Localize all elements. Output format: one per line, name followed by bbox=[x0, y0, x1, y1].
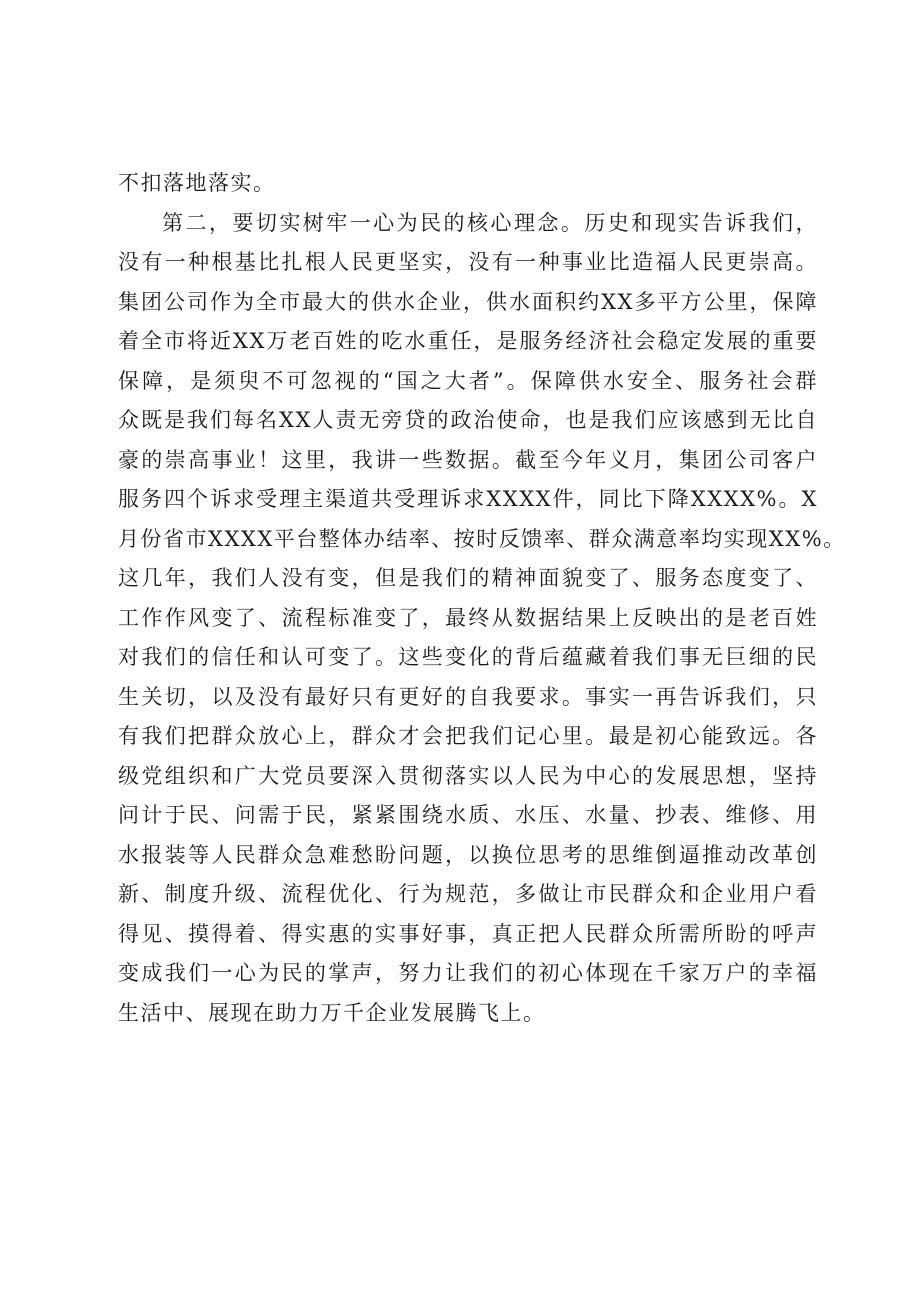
text-line: 豪的崇高事业！这里，我讲一些数据。截至今年义月，集团公司客户 bbox=[118, 447, 818, 472]
text-line: 水报装等人民群众急难愁盼问题，以换位思考的思维倒逼推动改革创 bbox=[118, 842, 818, 867]
text-line: 月份省市XXXX平台整体办结率、按时反馈率、群众满意率均实现XX%。 bbox=[118, 526, 846, 551]
text-line: 众既是我们每名XX人责无旁贷的政治使命，也是我们应该感到无比自 bbox=[118, 408, 818, 432]
text-line: 这几年，我们人没有变，但是我们的精神面貌变了、服务态度变了、 bbox=[118, 566, 818, 590]
text-line: 变成我们一心为民的掌声，努力让我们的初心体现在千家万户的幸福 bbox=[118, 961, 818, 985]
text-line: 集团公司作为全市最大的供水企业，供水面积约XX多平方公里，保障 bbox=[118, 289, 818, 314]
text-line: 有我们把群众放心上，群众才会把我们记心里。最是初心能致远。各 bbox=[118, 724, 818, 748]
text-line: 得见、摸得着、得实惠的实事好事，真正把人民群众所需所盼的呼声 bbox=[118, 921, 818, 946]
text-line: 着全市将近XX万老百姓的吃水重任，是服务经济社会稳定发展的重要 bbox=[118, 329, 818, 353]
text-line: 保障，是须臾不可忽视的“国之大者”。保障供水安全、服务社会群 bbox=[118, 368, 818, 393]
text-line: 工作作风变了、流程标准变了，最终从数据结果上反映出的是老百姓 bbox=[118, 605, 818, 630]
text-line: 对我们的信任和认可变了。这些变化的背后蕴藏着我们事无巨细的民 bbox=[118, 645, 818, 669]
text-line: 服务四个诉求受理主渠道共受理诉求XXXX件，同比下降XXXX%。X bbox=[118, 487, 818, 511]
text-line: 新、制度升级、流程优化、行为规范，多做让市民群众和企业用户看 bbox=[118, 882, 818, 906]
text-line: 不扣落地落实。 bbox=[118, 171, 276, 195]
text-line: 生关切，以及没有最好只有更好的自我要求。事实一再告诉我们，只 bbox=[118, 684, 818, 709]
text-line: 级党组织和广大党员要深入贯彻落实以人民为中心的发展思想，坚持 bbox=[118, 763, 818, 788]
text-line: 没有一种根基比扎根人民更坚实，没有一种事业比造福人民更崇高。 bbox=[118, 250, 818, 274]
text-line: 生活中、展现在助力万千企业发展腾飞上。 bbox=[118, 1000, 546, 1025]
paragraph-first-line: 第二，要切实树牢一心为民的核心理念。历史和现实告诉我们， bbox=[162, 210, 818, 235]
body-text bbox=[118, 164, 846, 1033]
text-line: 问计于民、问需于民，紧紧围绕水质、水压、水量、抄表、维修、用 bbox=[118, 803, 818, 827]
